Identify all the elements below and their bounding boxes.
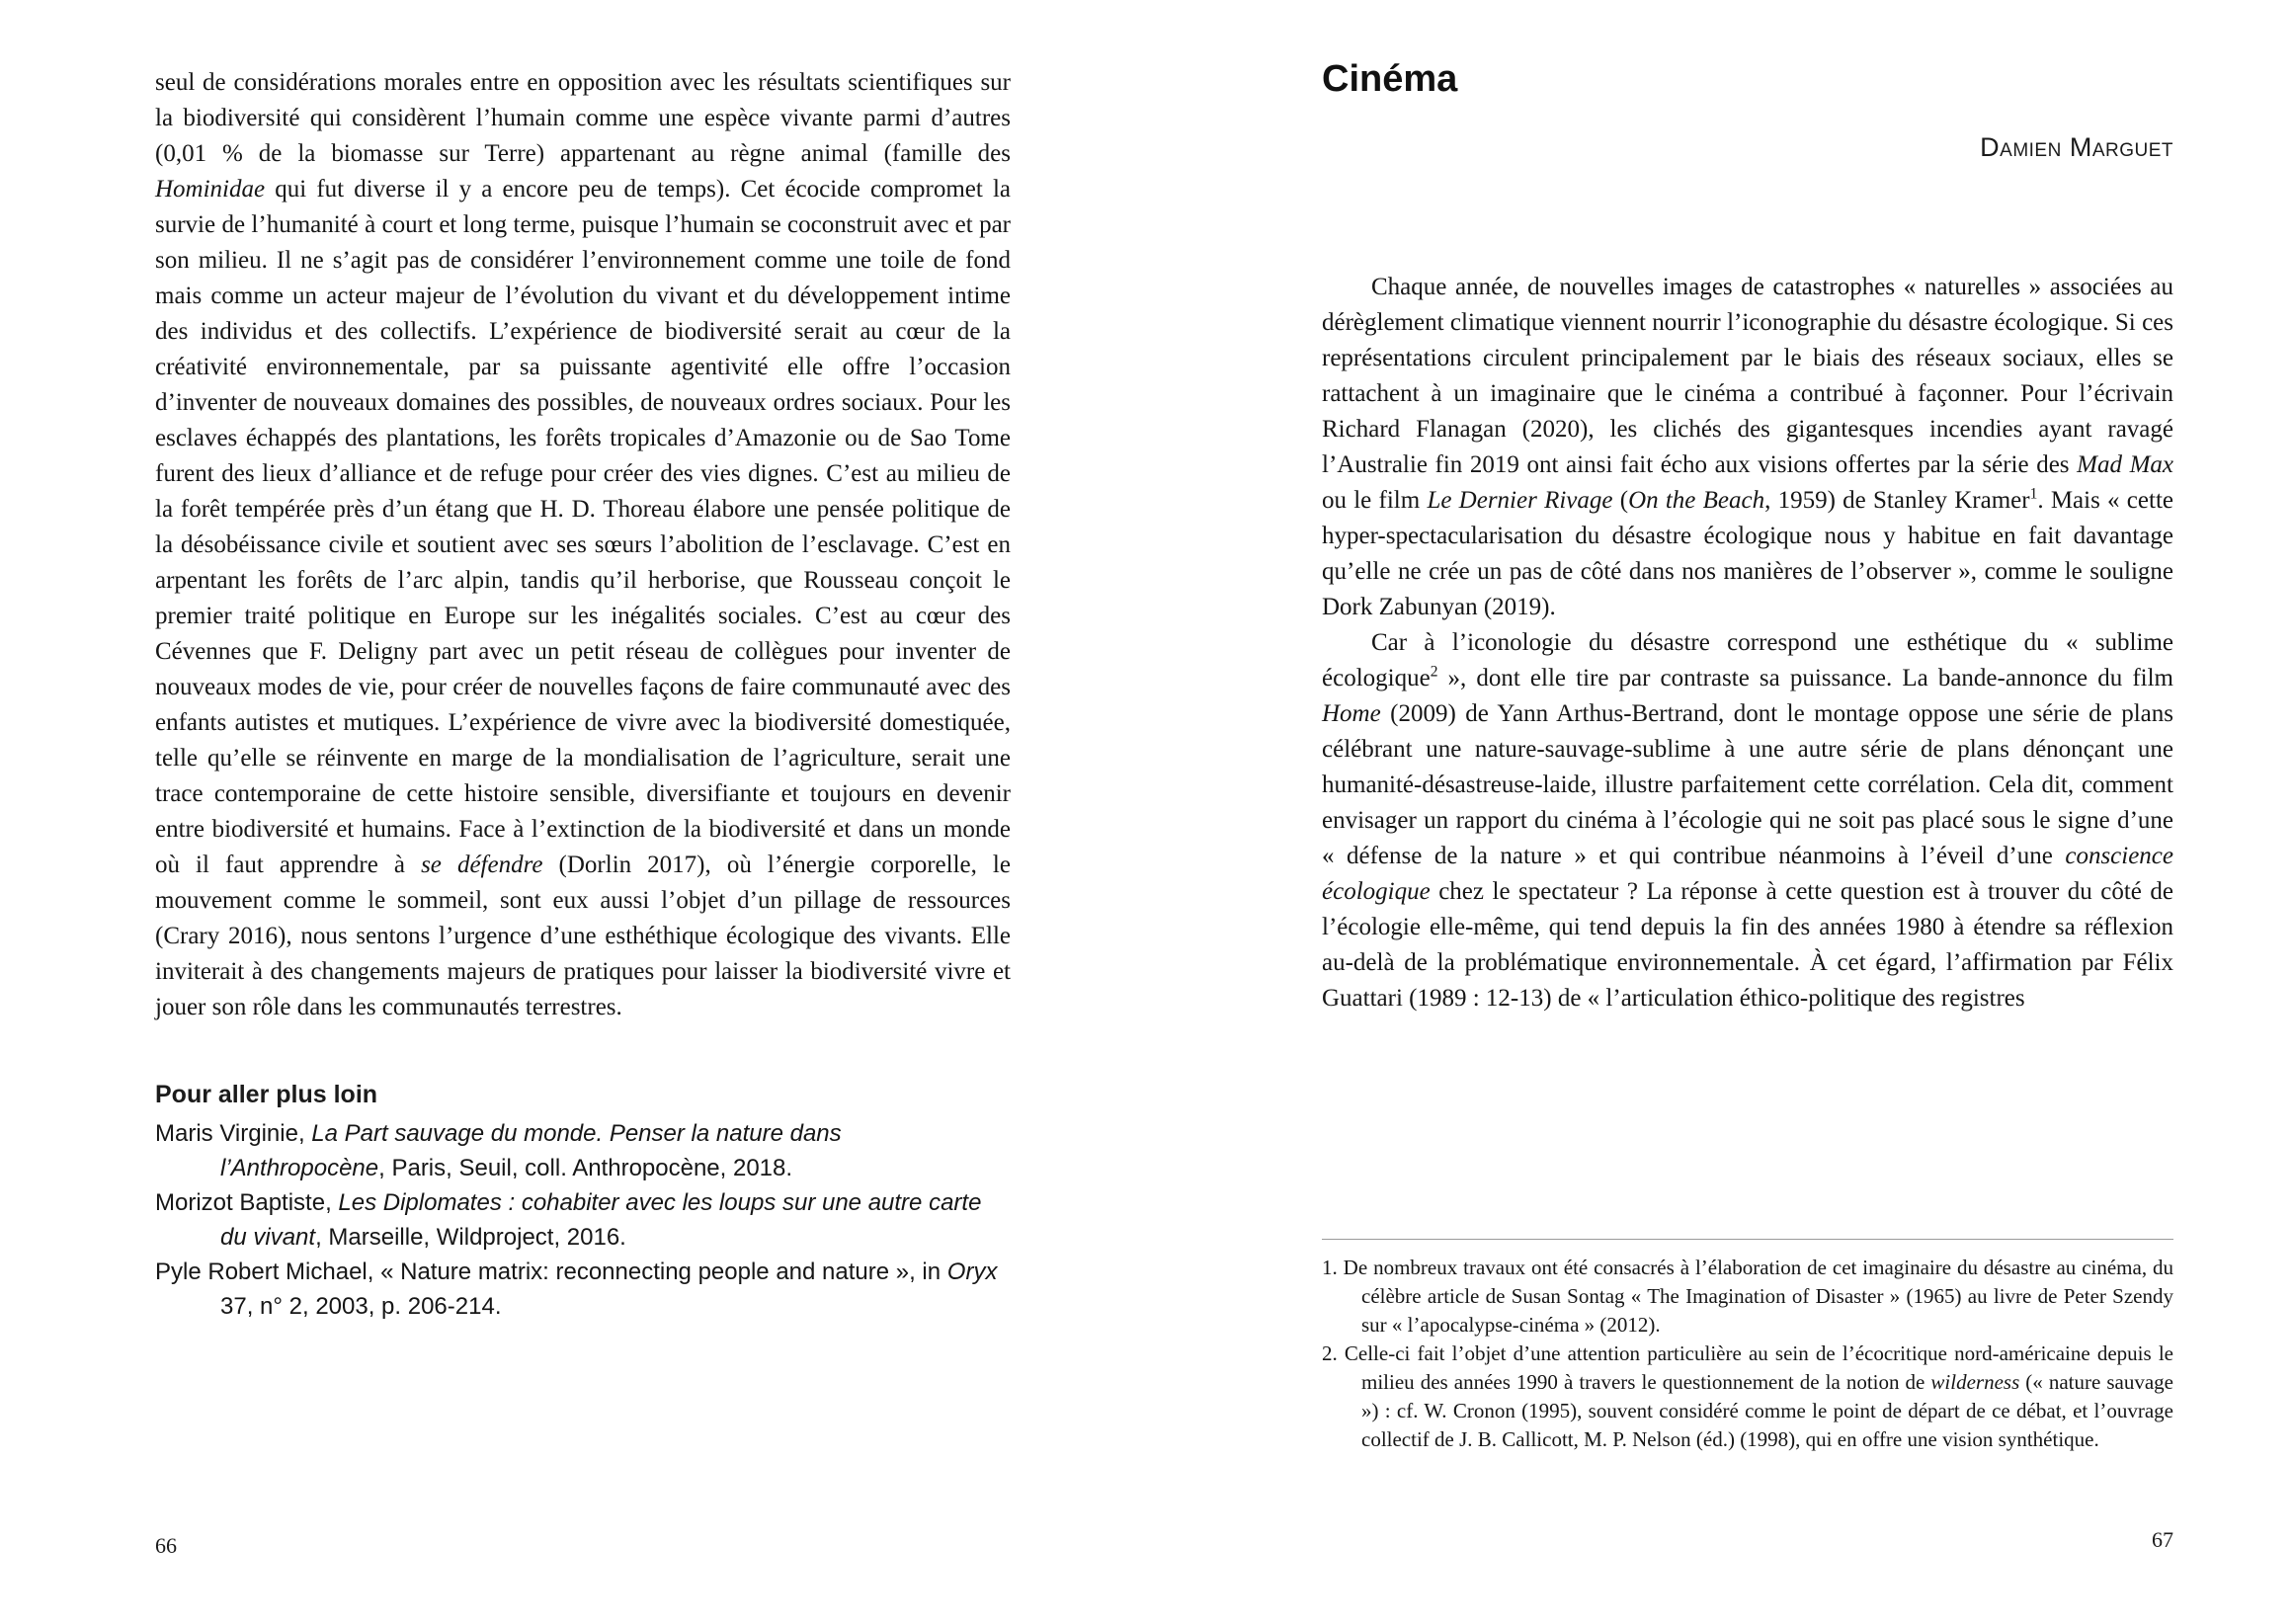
footnote: 1. De nombreux travaux ont été consacrés à l’élaboration de cet imaginaire du désastre au cinéma, du célèbre article de Susan Sontag « The Imagination of Disaster » (1965) au livre de Peter Szendy sur « l’apocalypse-cinéma » (2012). [1322, 1256, 2173, 1337]
footnote: 2. Celle-ci fait l’objet d’une attention particulière au sein de l’écocritique nord-américaine depuis le milieu des années 1990 à travers le questionnement de la notion de wilderness (« nature sauvage ») : cf. W. Cronon (1995), souvent considéré comme le point de départ de ce débat, et l’ouvrage collectif de J. B. Callicott, M. P. Nelson (éd.) (1998), qui en offre une vision synthétique. [1322, 1341, 2173, 1451]
chapter-title: Cinéma [1322, 58, 1458, 100]
left-body-paragraph: seul de considérations morales entre en opposition avec les résultats scientifiques sur la biodiversité qui considèrent l’humain comme une espèce vivante parmi d’autres (0,01 % de la biomasse sur Terre) appartenant au règne animal (famille des Hominidae qui fut diverse il y a encore peu de temps). Cet écocide compromet la survie de l’humanité à court et long terme, puisque l’humain se coconstruit avec et par son milieu. Il ne s’agit pas de considérer l’environnement comme une toile de fond mais comme un acteur majeur de l’évolution du vivant et du développement intime des individus et des collectifs. L’expérience de biodiversité serait au cœur de la créativité environnementale, par sa puissante agentivité elle offre l’occasion d’inventer de nouveaux domaines des possibles, de nouveaux ordres sociaux. Pour les esclaves échappés des plantations, les forêts tropicales d’Amazonie ou de Sao Tome furent des lieux d’alliance et de refuge pour créer des vies dignes. C’est au milieu de la forêt tempérée près d’un étang que H. D. Thoreau élabore une pensée politique de la désobéissance civile et soutient avec ses sœurs l’abolition de l’esclavage. C’est en arpentant les forêts de l’arc alpin, tandis qu’il herborise, que Rousseau conçoit le premier traité politique en Europe sur les inégalités sociales. C’est au cœur des Cévennes que F. Deligny part avec un petit réseau de collègues pour inventer de nouveaux modes de vie, pour créer de nouvelles façons de faire communauté avec des enfants autistes et mutiques. L’expérience de vivre avec la biodiversité domestiquée, telle qu’elle se réinvente en marge de la mondialisation de l’agriculture, serait une trace contemporaine de cette histoire sensible, diversifiante et toujours en devenir entre biodiversité et humains. Face à l’extinction de la biodiversité et dans un monde où il faut apprendre à se défendre (Dorlin 2017), où l’énergie corporelle, le mouvement comme le sommeil, sont eux aussi l’objet d’un pillage de ressources (Crary 2016), nous sentons l’urgence d’une esthéthique écologique des vivants. Elle inviterait à des changements majeurs de pratiques pour laisser la biodiversité vivre et jouer son rôle dans les communautés terrestres. [155, 69, 1011, 1020]
footnote-divider [1322, 1239, 2173, 1240]
footnotes-block [1322, 1239, 2173, 1454]
chapter-author: Damien Marguet [1980, 132, 2173, 162]
left-page [155, 65, 1011, 1324]
bibliography-entry: Maris Virginie, La Part sauvage du monde. Penser la nature dans l’Anthropocène, Paris, Seuil, coll. Anthropocène, 2018. [155, 1120, 842, 1181]
chapter-paragraph: Car à l’iconologie du désastre correspond une esthétique du « sublime écologique$^2$ », dont elle tire par contraste sa puissance. La bande-annonce du film Home (2009) de Yann Arthus-Bertrand, dont le montage oppose une série de plans célébrant une nature-sauvage-sublime à une autre série de plans dénonçant une humanité-désastreuse-laide, illustre parfaitement cette corrélation. Cela dit, comment envisager un rapport du cinéma à l’écologie qui ne soit pas placé sous le signe d’une « défense de la nature » et qui contribue néanmoins à l’éveil d’une conscience écologique chez le spectateur ? La réponse à cette question est à trouver du côté de l’écologie elle-même, qui tend depuis la fin des années 1980 à étendre sa réflexion au-delà de la problématique environnementale. À cet égard, l’affirmation par Félix Guattari (1989 : 12-13) de « l’articulation éthico-politique des registres [1322, 629, 2173, 1012]
page-number-left: 66 [155, 1533, 177, 1558]
further-reading-heading: Pour aller plus loin [155, 1081, 378, 1108]
page-number-right: 67 [2152, 1527, 2173, 1552]
bibliography-entry: Pyle Robert Michael, « Nature matrix: reconnecting people and nature », in Oryx 37, n° 2, 2003, p. 206-214. [155, 1259, 998, 1320]
right-page [1322, 57, 2173, 1507]
bibliography-entry: Morizot Baptiste, Les Diplomates : cohabiter avec les loups sur une autre carte du vivant, Marseille, Wildproject, 2016. [155, 1189, 982, 1251]
chapter-body [1322, 270, 2173, 1016]
chapter-paragraph: Chaque année, de nouvelles images de catastrophes « naturelles » associées au dérèglement climatique viennent nourrir l’iconographie du désastre écologique. Si ces représentations circulent principalement par le biais des réseaux sociaux, elles se rattachent à un imaginaire que le cinéma a contribué à façonner. Pour l’écrivain Richard Flanagan (2020), les clichés des gigantesques incendies ayant ravagé l’Australie fin 2019 ont ainsi fait écho aux visions offertes par la série des Mad Max ou le film Le Dernier Rivage (On the Beach, 1959) de Stanley Kramer$^1$. Mais « cette hyper-spectacularisation du désastre écologique nous y habitue en fait davantage qu’elle ne crée un pas de côté dans nos manières de l’observer », comme le souligne Dork Zabunyan (2019). [1322, 274, 2173, 620]
